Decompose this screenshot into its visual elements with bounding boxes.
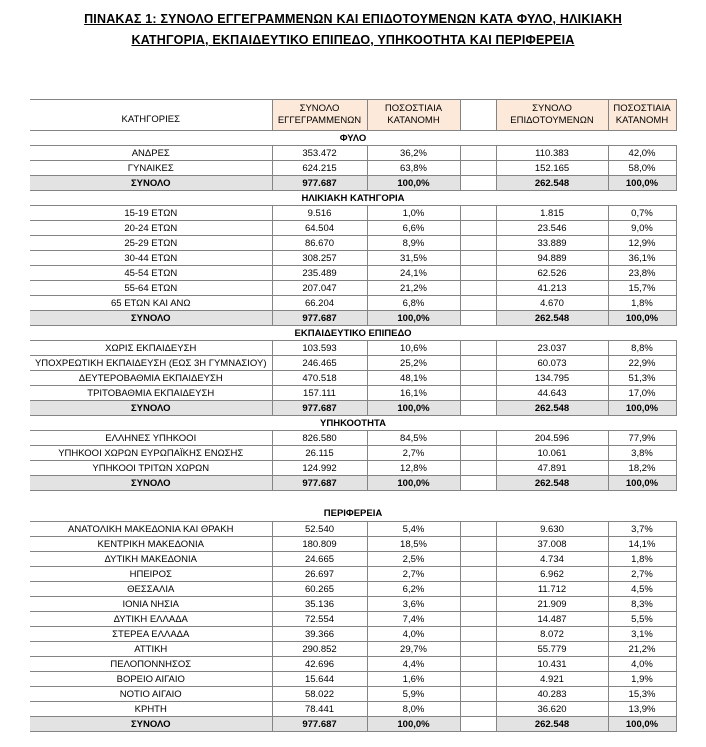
subsidized-pct-cell: 100,0% [608, 717, 676, 732]
registered-pct-cell: 100,0% [367, 176, 460, 191]
category-cell: ΔΕΥΤΕΡΟΒΑΘΜΙΑ ΕΚΠΑΙΔΕΥΣΗ [30, 371, 272, 386]
subsidized-cell: 55.779 [496, 642, 608, 657]
section-header-row [30, 416, 676, 431]
subsidized-cell: 110.383 [496, 146, 608, 161]
registered-cell: 977.687 [272, 311, 367, 326]
registered-cell: 58.022 [272, 687, 367, 702]
subsidized-cell: 134.795 [496, 371, 608, 386]
category-cell: ΚΡΗΤΗ [30, 702, 272, 717]
table-row [30, 281, 676, 296]
registered-pct-cell: 100,0% [367, 311, 460, 326]
category-cell: ΘΕΣΣΑΛΙΑ [30, 582, 272, 597]
registered-cell: 290.852 [272, 642, 367, 657]
spacer-cell [460, 281, 496, 296]
subsidized-cell: 94.889 [496, 251, 608, 266]
subsidized-pct-cell: 12,9% [608, 236, 676, 251]
registered-pct-cell: 12,8% [367, 461, 460, 476]
category-cell: ΤΡΙΤΟΒΑΘΜΙΑ ΕΚΠΑΙΔΕΥΣΗ [30, 386, 272, 401]
category-cell: ΣΥΝΟΛΟ [30, 401, 272, 416]
subsidized-cell: 41.213 [496, 281, 608, 296]
subsidized-pct-cell: 9,0% [608, 221, 676, 236]
spacer-cell [460, 371, 496, 386]
category-cell: ΝΟΤΙΟ ΑΙΓΑΙΟ [30, 687, 272, 702]
registered-pct-cell: 100,0% [367, 401, 460, 416]
subsidized-cell: 60.073 [496, 356, 608, 371]
table-row [30, 431, 676, 446]
subsidized-cell: 262.548 [496, 311, 608, 326]
subsidized-cell: 9.630 [496, 522, 608, 537]
statistics-table [30, 99, 677, 732]
registered-cell: 24.665 [272, 552, 367, 567]
subsidized-pct-cell: 4,5% [608, 582, 676, 597]
subsidized-pct-cell: 13,9% [608, 702, 676, 717]
subsidized-pct-cell: 5,5% [608, 612, 676, 627]
table-row [30, 296, 676, 311]
subsidized-pct-cell: 100,0% [608, 476, 676, 491]
section-title: ΠΕΡΙΦΕΡΕΙΑ [30, 507, 676, 522]
table-row [30, 446, 676, 461]
subsidized-cell: 262.548 [496, 717, 608, 732]
registered-cell: 157.111 [272, 386, 367, 401]
registered-pct-cell: 36,2% [367, 146, 460, 161]
subsidized-cell: 4.734 [496, 552, 608, 567]
subsidized-cell: 4.921 [496, 672, 608, 687]
registered-pct-cell: 31,5% [367, 251, 460, 266]
col-header-subsidized_total: ΣΥΝΟΛΟ ΕΠΙΔΟΤΟΥΜΕΝΩΝ [496, 100, 608, 131]
table-row [30, 702, 676, 717]
spacer-cell [460, 702, 496, 717]
registered-cell: 15.644 [272, 672, 367, 687]
subsidized-cell: 21.909 [496, 597, 608, 612]
subsidized-cell: 33.889 [496, 236, 608, 251]
registered-cell: 9.516 [272, 206, 367, 221]
subsidized-cell: 36.620 [496, 702, 608, 717]
registered-pct-cell: 18,5% [367, 537, 460, 552]
subsidized-pct-cell: 21,2% [608, 642, 676, 657]
category-cell: ΥΠΗΚΟΟΙ ΧΩΡΩΝ ΕΥΡΩΠΑΪΚΗΣ ΕΝΩΣΗΣ [30, 446, 272, 461]
registered-cell: 86.670 [272, 236, 367, 251]
subsidized-cell: 152.165 [496, 161, 608, 176]
subsidized-pct-cell: 3,7% [608, 522, 676, 537]
registered-cell: 977.687 [272, 476, 367, 491]
subsidized-pct-cell: 17,0% [608, 386, 676, 401]
page-title-line2: ΚΑΤΗΓΟΡΙΑ, ΕΚΠΑΙΔΕΥΤΙΚΟ ΕΠΙΠΕΔΟ, ΥΠΗΚΟΟΤΗΤΑ ΚΑΙ ΠΕΡΙΦΕΡΕΙΑ [131, 33, 575, 47]
subsidized-cell: 62.526 [496, 266, 608, 281]
col-header-category: ΚΑΤΗΓΟΡΙΕΣ [30, 100, 272, 131]
category-cell: 45-54 ΕΤΩΝ [30, 266, 272, 281]
category-cell: 20-24 ΕΤΩΝ [30, 221, 272, 236]
registered-pct-cell: 6,8% [367, 296, 460, 311]
subsidized-pct-cell: 3,1% [608, 627, 676, 642]
registered-pct-cell: 63,8% [367, 161, 460, 176]
registered-cell: 103.593 [272, 341, 367, 356]
table-row [30, 251, 676, 266]
spacer-cell [460, 461, 496, 476]
total-row [30, 176, 676, 191]
registered-cell: 64.504 [272, 221, 367, 236]
registered-cell: 124.992 [272, 461, 367, 476]
category-cell: ΑΝΑΤΟΛΙΚΗ ΜΑΚΕΔΟΝΙΑ ΚΑΙ ΘΡΑΚΗ [30, 522, 272, 537]
subsidized-pct-cell: 23,8% [608, 266, 676, 281]
table-row [30, 371, 676, 386]
category-cell: ΣΥΝΟΛΟ [30, 176, 272, 191]
subsidized-cell: 47.891 [496, 461, 608, 476]
registered-pct-cell: 6,6% [367, 221, 460, 236]
subsidized-pct-cell: 42,0% [608, 146, 676, 161]
category-cell: ΑΝΔΡΕΣ [30, 146, 272, 161]
table-row [30, 567, 676, 582]
page-title-line1: ΠΙΝΑΚΑΣ 1: ΣΥΝΟΛΟ ΕΓΓΕΓΡΑΜΜΕΝΩΝ ΚΑΙ ΕΠΙΔΟΤΟΥΜΕΝΩΝ ΚΑΤΑ ΦΥΛΟ, ΗΛΙΚΙΑΚΗ [84, 12, 622, 26]
registered-cell: 624.215 [272, 161, 367, 176]
subsidized-cell: 11.712 [496, 582, 608, 597]
table-row [30, 341, 676, 356]
section-title: ΕΚΠΑΙΔΕΥΤΙΚΟ ΕΠΙΠΕΔΟ [30, 326, 676, 341]
registered-pct-cell: 8,9% [367, 236, 460, 251]
subsidized-cell: 262.548 [496, 401, 608, 416]
registered-pct-cell: 4,4% [367, 657, 460, 672]
subsidized-cell: 204.596 [496, 431, 608, 446]
total-row [30, 476, 676, 491]
subsidized-cell: 6.962 [496, 567, 608, 582]
category-cell: ΥΠΗΚΟΟΙ ΤΡΙΤΩΝ ΧΩΡΩΝ [30, 461, 272, 476]
col-header-registered_total: ΣΥΝΟΛΟ ΕΓΓΕΓΡΑΜΜΕΝΩΝ [272, 100, 367, 131]
subsidized-cell: 40.283 [496, 687, 608, 702]
registered-pct-cell: 100,0% [367, 476, 460, 491]
category-cell: ΔΥΤΙΚΗ ΜΑΚΕΔΟΝΙΑ [30, 552, 272, 567]
registered-cell: 42.696 [272, 657, 367, 672]
spacer-cell [460, 612, 496, 627]
table-row [30, 537, 676, 552]
category-cell: ΕΛΛΗΝΕΣ ΥΠΗΚΟΟΙ [30, 431, 272, 446]
registered-pct-cell: 1,6% [367, 672, 460, 687]
spacer-cell [460, 642, 496, 657]
spacer-cell [460, 657, 496, 672]
spacer-cell [460, 251, 496, 266]
registered-cell: 207.047 [272, 281, 367, 296]
registered-cell: 470.518 [272, 371, 367, 386]
registered-pct-cell: 10,6% [367, 341, 460, 356]
col-header-spacer [460, 100, 496, 131]
registered-cell: 72.554 [272, 612, 367, 627]
category-cell: ΙΟΝΙΑ ΝΗΣΙΑ [30, 597, 272, 612]
registered-cell: 246.465 [272, 356, 367, 371]
subsidized-pct-cell: 3,8% [608, 446, 676, 461]
registered-pct-cell: 5,4% [367, 522, 460, 537]
table-row [30, 612, 676, 627]
table-row [30, 522, 676, 537]
section-header-row [30, 326, 676, 341]
spacer-cell [460, 206, 496, 221]
category-cell: 30-44 ΕΤΩΝ [30, 251, 272, 266]
table-row [30, 236, 676, 251]
spacer-cell [460, 176, 496, 191]
registered-cell: 977.687 [272, 176, 367, 191]
category-cell: ΣΥΝΟΛΟ [30, 476, 272, 491]
subsidized-cell: 10.431 [496, 657, 608, 672]
subsidized-pct-cell: 8,3% [608, 597, 676, 612]
subsidized-pct-cell: 1,9% [608, 672, 676, 687]
registered-pct-cell: 25,2% [367, 356, 460, 371]
registered-pct-cell: 3,6% [367, 597, 460, 612]
category-cell: ΑΤΤΙΚΗ [30, 642, 272, 657]
subsidized-pct-cell: 22,9% [608, 356, 676, 371]
section-title: ΗΛΙΚΙΑΚΗ ΚΑΤΗΓΟΡΙΑ [30, 191, 676, 206]
spacer-cell [460, 672, 496, 687]
subsidized-cell: 262.548 [496, 476, 608, 491]
spacer-cell [460, 146, 496, 161]
subsidized-cell: 14.487 [496, 612, 608, 627]
registered-pct-cell: 2,7% [367, 446, 460, 461]
spacer-cell [460, 476, 496, 491]
subsidized-cell: 262.548 [496, 176, 608, 191]
spacer-cell [460, 221, 496, 236]
spacer-cell [460, 266, 496, 281]
spacer-cell [460, 386, 496, 401]
registered-cell: 26.115 [272, 446, 367, 461]
registered-cell: 52.540 [272, 522, 367, 537]
registered-cell: 353.472 [272, 146, 367, 161]
subsidized-pct-cell: 36,1% [608, 251, 676, 266]
category-cell: ΥΠΟΧΡΕΩΤΙΚΗ ΕΚΠΑΙΔΕΥΣΗ (ΕΩΣ 3Η ΓΥΜΝΑΣΙΟΥ) [30, 356, 272, 371]
subsidized-pct-cell: 100,0% [608, 176, 676, 191]
registered-pct-cell: 2,7% [367, 567, 460, 582]
section-gap [30, 491, 676, 507]
registered-cell: 39.366 [272, 627, 367, 642]
table-row [30, 461, 676, 476]
spacer-cell [460, 627, 496, 642]
registered-cell: 26.697 [272, 567, 367, 582]
category-cell: ΚΕΝΤΡΙΚΗ ΜΑΚΕΔΟΝΙΑ [30, 537, 272, 552]
table-row [30, 657, 676, 672]
subsidized-pct-cell: 8,8% [608, 341, 676, 356]
col-header-subsidized_pct: ΠΟΣΟΣΤΙΑΙΑ ΚΑΤΑΝΟΜΗ [608, 100, 676, 131]
spacer-cell [460, 296, 496, 311]
category-cell: 15-19 ΕΤΩΝ [30, 206, 272, 221]
spacer-cell [460, 356, 496, 371]
category-cell: 25-29 ΕΤΩΝ [30, 236, 272, 251]
subsidized-cell: 44.643 [496, 386, 608, 401]
subsidized-pct-cell: 77,9% [608, 431, 676, 446]
registered-pct-cell: 16,1% [367, 386, 460, 401]
total-row [30, 717, 676, 732]
section-title: ΥΠΗΚΟΟΤΗΤΑ [30, 416, 676, 431]
registered-pct-cell: 24,1% [367, 266, 460, 281]
category-cell: ΒΟΡΕΙΟ ΑΙΓΑΙΟ [30, 672, 272, 687]
section-header-row [30, 191, 676, 206]
total-row [30, 311, 676, 326]
spacer-cell [460, 236, 496, 251]
subsidized-cell: 23.037 [496, 341, 608, 356]
registered-pct-cell: 7,4% [367, 612, 460, 627]
spacer-cell [460, 717, 496, 732]
category-cell: ΔΥΤΙΚΗ ΕΛΛΑΔΑ [30, 612, 272, 627]
subsidized-cell: 23.546 [496, 221, 608, 236]
spacer-cell [460, 401, 496, 416]
table-row [30, 552, 676, 567]
subsidized-pct-cell: 100,0% [608, 401, 676, 416]
registered-cell: 78.441 [272, 702, 367, 717]
subsidized-cell: 4.670 [496, 296, 608, 311]
table-row [30, 582, 676, 597]
table-row [30, 386, 676, 401]
registered-cell: 66.204 [272, 296, 367, 311]
table-row [30, 597, 676, 612]
registered-pct-cell: 48,1% [367, 371, 460, 386]
subsidized-pct-cell: 4,0% [608, 657, 676, 672]
subsidized-pct-cell: 14,1% [608, 537, 676, 552]
subsidized-pct-cell: 15,3% [608, 687, 676, 702]
section-header-row [30, 131, 676, 146]
subsidized-pct-cell: 18,2% [608, 461, 676, 476]
registered-cell: 235.489 [272, 266, 367, 281]
spacer-cell [460, 431, 496, 446]
page-title [0, 0, 706, 51]
registered-pct-cell: 100,0% [367, 717, 460, 732]
category-cell: ΣΤΕΡΕΑ ΕΛΛΑΔΑ [30, 627, 272, 642]
registered-pct-cell: 8,0% [367, 702, 460, 717]
table-row [30, 221, 676, 236]
spacer-cell [460, 446, 496, 461]
section-header-row [30, 507, 676, 522]
spacer-cell [460, 597, 496, 612]
subsidized-pct-cell: 15,7% [608, 281, 676, 296]
spacer-cell [460, 311, 496, 326]
subsidized-cell: 37.008 [496, 537, 608, 552]
category-cell: 65 ΕΤΩΝ ΚΑΙ ΑΝΩ [30, 296, 272, 311]
subsidized-pct-cell: 51,3% [608, 371, 676, 386]
subsidized-pct-cell: 2,7% [608, 567, 676, 582]
registered-cell: 977.687 [272, 401, 367, 416]
spacer-cell [460, 537, 496, 552]
category-cell: ΗΠΕΙΡΟΣ [30, 567, 272, 582]
subsidized-pct-cell: 0,7% [608, 206, 676, 221]
registered-pct-cell: 84,5% [367, 431, 460, 446]
spacer-cell [460, 522, 496, 537]
registered-pct-cell: 2,5% [367, 552, 460, 567]
col-header-registered_pct: ΠΟΣΟΣΤΙΑΙΑ ΚΑΤΑΝΟΜΗ [367, 100, 460, 131]
table-row [30, 642, 676, 657]
table-row [30, 356, 676, 371]
total-row [30, 401, 676, 416]
category-cell: 55-64 ΕΤΩΝ [30, 281, 272, 296]
subsidized-pct-cell: 1,8% [608, 552, 676, 567]
category-cell: ΣΥΝΟΛΟ [30, 311, 272, 326]
registered-cell: 60.265 [272, 582, 367, 597]
category-cell: ΠΕΛΟΠΟΝΝΗΣΟΣ [30, 657, 272, 672]
table-row [30, 206, 676, 221]
registered-cell: 180.809 [272, 537, 367, 552]
subsidized-pct-cell: 100,0% [608, 311, 676, 326]
registered-pct-cell: 29,7% [367, 642, 460, 657]
table-row [30, 146, 676, 161]
registered-cell: 308.257 [272, 251, 367, 266]
spacer-cell [460, 161, 496, 176]
spacer-cell [460, 552, 496, 567]
spacer-cell [460, 341, 496, 356]
registered-cell: 35.136 [272, 597, 367, 612]
table-row [30, 672, 676, 687]
category-cell: ΣΥΝΟΛΟ [30, 717, 272, 732]
category-cell: ΓΥΝΑΙΚΕΣ [30, 161, 272, 176]
registered-cell: 977.687 [272, 717, 367, 732]
registered-pct-cell: 5,9% [367, 687, 460, 702]
section-title: ΦΥΛΟ [30, 131, 676, 146]
header-row [30, 100, 676, 131]
registered-pct-cell: 6,2% [367, 582, 460, 597]
subsidized-cell: 10.061 [496, 446, 608, 461]
registered-cell: 826.580 [272, 431, 367, 446]
registered-pct-cell: 1,0% [367, 206, 460, 221]
registered-pct-cell: 21,2% [367, 281, 460, 296]
subsidized-cell: 8.072 [496, 627, 608, 642]
subsidized-pct-cell: 1,8% [608, 296, 676, 311]
subsidized-pct-cell: 58,0% [608, 161, 676, 176]
section-gap-cell [30, 491, 676, 507]
category-cell: ΧΩΡΙΣ ΕΚΠΑΙΔΕΥΣΗ [30, 341, 272, 356]
spacer-cell [460, 567, 496, 582]
subsidized-cell: 1.815 [496, 206, 608, 221]
registered-pct-cell: 4,0% [367, 627, 460, 642]
table-row [30, 266, 676, 281]
table-row [30, 627, 676, 642]
table-row [30, 161, 676, 176]
spacer-cell [460, 687, 496, 702]
table-row [30, 687, 676, 702]
spacer-cell [460, 582, 496, 597]
